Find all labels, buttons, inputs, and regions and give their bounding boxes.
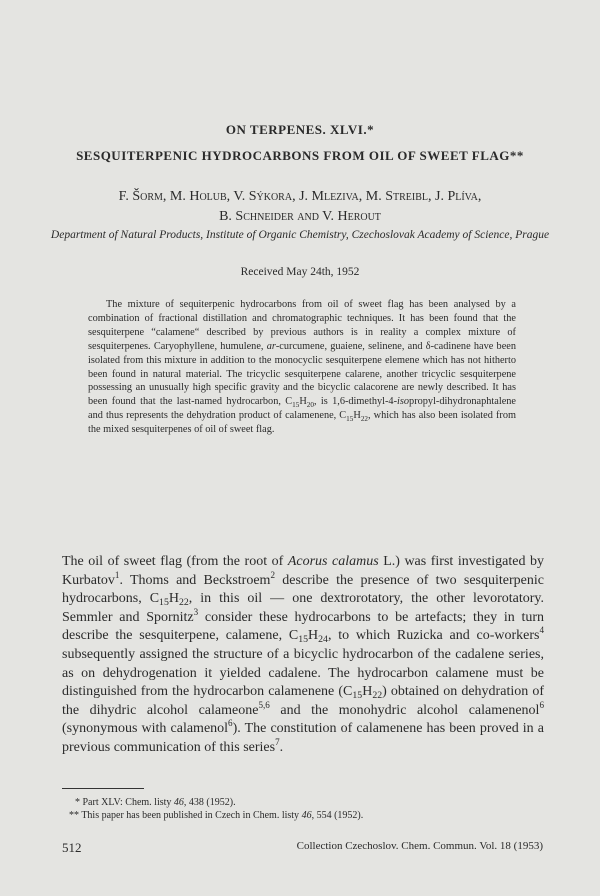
page-number: 512 — [62, 840, 82, 855]
paper-title-line-1: ON TERPENES. XLVI.* — [225, 122, 375, 137]
paper-title-line-2: SESQUITERPENIC HYDROCARBONS FROM OIL OF SWEET FLAG** — [76, 148, 524, 163]
body-paragraph: The oil of sweet flag (from the root of Acorus calamus L.) was first investigated by Kurbatov$^1$. Thoms and Beckstroem$^2$ describe the presence of two sesquiterpenic hydrocarbons, $C_{15}H_{22}$, in this oil — one dextrorotatory, the other levorotatory. Semmler and Spornitz$^3$ consider these hydrocarbons to be artefacts; they in turn describe the sesquiterpene, calamene, $C_{15}H_{24}$, to which Ruzicka and co-workers$^4$ subsequently assigned the structure of a bicyclic hydrocarbon of the cadalene series, as on dehydrogenation it yielded cadalene. The hydrocarbon calamene must be distinguished from the hydrocarbon calamenene $(C_{15}H_{22})$ obtained on dehydration of the dihydric alcohol calameone$^{5,6}$ and the monohydric alcohol calamenenol$^6$ (synonymous with calamenol$^6$). The constitution of calamenene has been proved in a previous communication of this series$^7$. — [62, 554, 545, 755]
footnote-1: * Part XLV: Chem. listy 46, 438 (1952). — [75, 797, 236, 808]
journal-citation: Collection Czechoslov. Chem. Commun. Vol. 18 (1953) — [296, 840, 543, 852]
authors-line-1: F. Šorm, M. Holub, V. Sýkora, J. Mleziva, M. Streibl, J. Plíva, — [118, 189, 482, 204]
footnote-divider — [62, 788, 144, 789]
author-list — [40, 187, 560, 227]
authors-line-2: B. Schneider and V. Herout — [219, 209, 381, 224]
received-date: Received May 24th, 1952 — [240, 266, 360, 278]
affiliation: Department of Natural Products, Institute of Organic Chemistry, Czechoslovak Academy of Science, Prague — [50, 229, 550, 241]
footnote-2: ** This paper has been published in Czech in Chem. listy 46, 554 (1952). — [69, 810, 364, 821]
abstract: The mixture of sequiterpenic hydrocarbons from oil of sweet flag has been analysed by a combination of fractional distillation and chromatographic techniques. It has been found that the sesquiterpene “calamene“ described by previous authors is in reality a complex mixture of sesquiterpenes. Caryophyllene, humulene, ar-curcumene, guaiene, selinene, and δ-cadinene have been isolated from this mixture in addition to the monocyclic sesquiterpene elemene which has not hitherto been found in natural material. The tricyclic sesquiterpene calarene, another tricyclic sesquiterpene possessing an unusually high specific gravity and the bicyclic calacorene are newly described. It has been found that the last-named hydrocarbon, $C_{15}H_{20}$, is 1,6-dimethyl-4-isopropyl-dihydronaphtalene and thus represents the dehydration product of calamenene, $C_{15}H_{22}$, which has also been isolated from the mixed sesquiterpenes of oil of sweet flag. — [88, 299, 516, 436]
